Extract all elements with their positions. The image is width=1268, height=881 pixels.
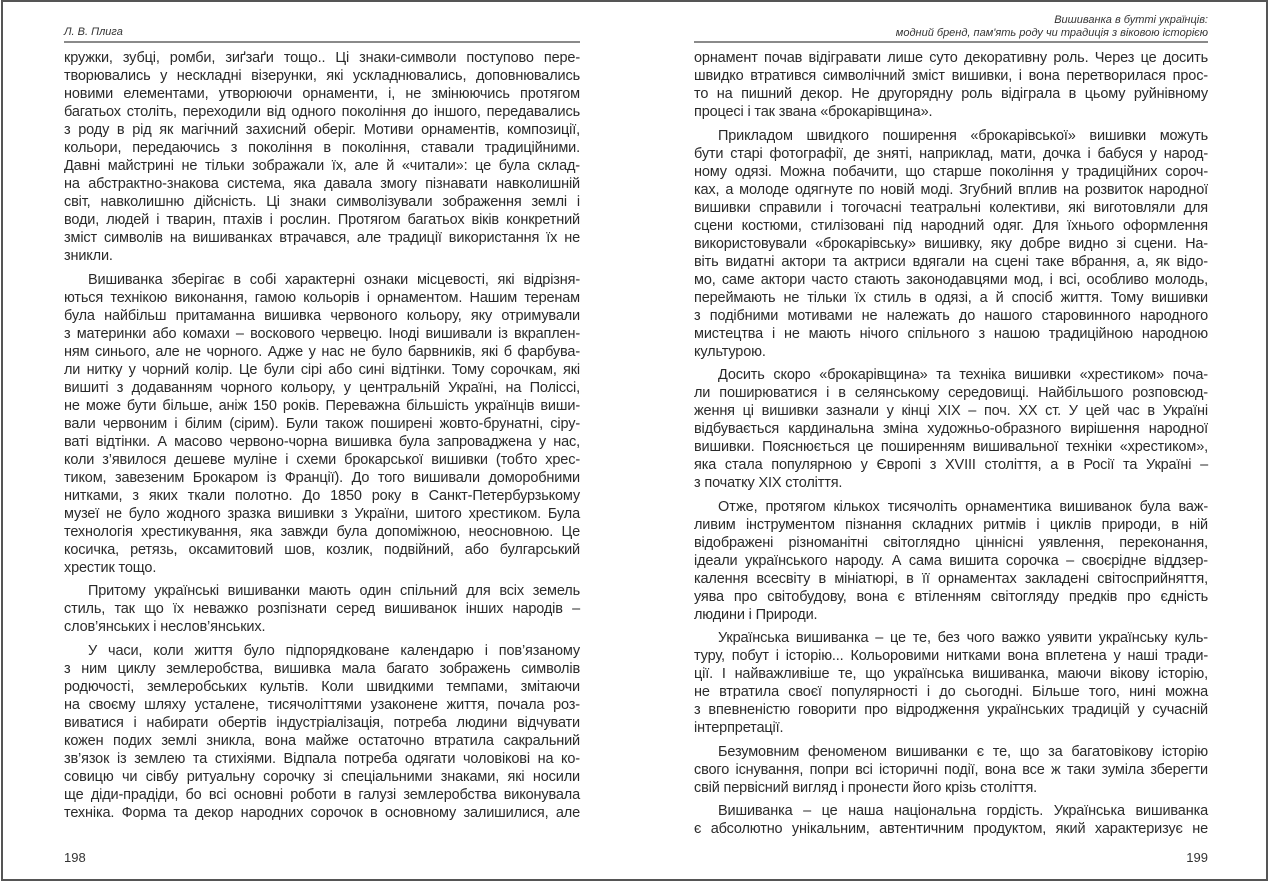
paragraph	[64, 642, 580, 822]
text-line: совицю чи сівбу ритуальну сорочку зі спеціальними знаками, які носили	[64, 768, 580, 785]
paragraph	[694, 498, 1208, 624]
text-line: відбувається кардинальна зміна художньо-образного вирішення народної	[694, 421, 1208, 437]
text-line: з впевненістю говорити про відродження українських традицій у сучасній	[694, 702, 1208, 718]
text-line: світ, навколишню дійсність. Ці знаки символізували зображення землі і	[64, 194, 580, 210]
text-line: кружки, зубці, ромби, зиґзаґи тощо.. Ці знаки-символи поступово пере-	[64, 50, 580, 66]
paragraph	[694, 743, 1208, 797]
text-line: на абстрактно-знакова система, яка давала змогу пізнавати навколишній	[64, 176, 580, 192]
text-line: ному одязі. Можна побачити, що старше покоління у традиційних сороч-	[694, 163, 1208, 180]
text-line: Давні майстрині не тільки зображали їх, але й «читали»: це була склад-	[64, 158, 580, 174]
text-line: уява про світобудову, вона є втіленням світогляду предків про єдність	[694, 588, 1208, 605]
text-line: переймають не тільки їх стиль в одязі, а й спосіб життя. Тому вишивки	[694, 289, 1208, 306]
text-line: є абсолютно унікальним, автентичним продуктом, який характеризує не	[694, 821, 1208, 837]
text-line: відображені різноманітні світоглядно ціннісні уявлення, переконання,	[694, 534, 1208, 551]
text-line: Прикладом швидкого поширення «брокарівської» вишивки можуть	[718, 127, 1208, 144]
running-header	[64, 26, 580, 39]
text-line: косичка, ретязь, оксамитовий шов, козлик, подвійний, або булгарський	[64, 541, 580, 558]
text-line: У часи, коли життя було підпорядковане календарю і пов’язаному	[88, 642, 580, 659]
text-line: кольори, передаючись з покоління в покоління, ставали традиційними.	[64, 140, 580, 156]
text-line: зв’язок із землею та стихіями. Відпала потреба одягати чоловікові на ко-	[64, 750, 580, 767]
running-header	[694, 14, 1208, 39]
text-line: технологія хрестикування, яка завжди була допоміжною, неосновною. Це	[64, 523, 580, 540]
text-line: слов’янських і неслов’янських.	[64, 619, 266, 635]
header-rule	[694, 41, 1208, 43]
text-line: Вишиванка зберігає в собі характерні ознаки місцевості, які відрізня-	[88, 271, 580, 288]
text-line: кожен подих землі зникла, вона майже остаточно втратила сакральний	[64, 732, 580, 749]
text-line: Притому українські вишиванки мають один спільний для всіх земель	[88, 583, 580, 599]
text-line: вишивки справили і тогочасні театральні колективи, які виготовляли для	[694, 199, 1208, 216]
paragraph	[694, 49, 1208, 121]
text-line: новими елементами, утворюючи орнаменти, і, не змінюючись протягом	[64, 86, 580, 102]
text-line: хрестик тощо.	[64, 559, 157, 576]
text-line: тиком, завезеним Брокаром із Франції). До того вишивали доморобними	[64, 469, 580, 486]
text-line: процесі і так звана «брокарівщина».	[694, 104, 933, 120]
text-line: нитками, з яких ткали полотно. До 1850 року в Санкт-Петербурзькому	[64, 487, 580, 504]
author-name: Л. В. Плига	[64, 26, 123, 38]
text-line: родючості, землеробських культів. Коли швидкими темпами, змітаючи	[64, 678, 580, 695]
text-line: калення всесвіту в мініатюрі, в її орнаментах закладені світосприйняття,	[694, 570, 1208, 587]
page-number: 199	[1186, 850, 1208, 865]
chapter-title: Вишиванка в бутті українців:	[1054, 14, 1208, 26]
text-line: то на пишний декор. Не другорядну роль відіграла в цьому руйнівному	[694, 86, 1208, 102]
text-line: орнамент почав відігравати лише суто декоративну роль. Через це досить	[694, 50, 1208, 66]
text-line: не може бути більше, аніж 150 років. Переважна більшість українців виши-	[64, 397, 580, 414]
text-line: з материнки або комахи – воскового червецю. Іноді вишивали із вкраплен-	[64, 325, 580, 342]
text-line: мо, саме актори часто стають законодавцями мод, і всі, особливо молодь,	[694, 271, 1208, 288]
text-line: туру, побут і історію... Кольоровими нитками вона вплетена у наші тради-	[694, 648, 1208, 664]
text-line: вишивки. Пояснюється це поширенням вишивальної техніки «хрестиком»,	[694, 439, 1208, 455]
text-line: зникли.	[64, 248, 113, 264]
text-line: коли з’явилося дешеве муліне і схеми брокарської вишивки (тобто хрес-	[64, 451, 580, 468]
page-body	[64, 49, 580, 827]
text-line: свого існування, попри всі історичні події, вона все ж таки зуміла зберегти	[694, 761, 1208, 778]
text-line: з подібними мотивами не належать до нашого старовинного народного	[694, 307, 1208, 324]
text-line: з початку XIX століття.	[694, 475, 843, 491]
text-line: зміст символів на вишиванках втрачався, але традиції використання їх не	[64, 230, 580, 246]
text-line: інтерпретації.	[694, 720, 784, 736]
header-rule	[64, 41, 580, 43]
text-line: не втратила своєї популярності і до сьогодні. Більше того, нині можна	[694, 684, 1208, 700]
text-line: швидко втратився символічний зміст вишивки, і вона перетворилася прос-	[694, 68, 1208, 84]
text-line: музеї не було жодного зразка вишивки з України, шитого хрестиком. Була	[64, 505, 580, 522]
text-line: з ним циклу землеробства, вишивка мала багато зображень символів	[64, 660, 580, 677]
text-line: стиль, так що їх неважко розпізнати серед вишиванок інших народів –	[64, 601, 580, 617]
text-line: на своєму шляху усталене, тисячоліттями узаконене життя, почала роз-	[64, 696, 580, 713]
text-line: ках, а молоде одягнуте по новій моді. Згубний вплив на розвиток народної	[694, 181, 1208, 198]
text-line: ли поширюватися і в селянському середовищі. Найбільшого розповсюд-	[694, 385, 1208, 401]
text-line: використовували «брокарівську» вишивку, яку добре видно зі сцени. На-	[694, 235, 1208, 252]
page-left	[64, 0, 580, 881]
text-line: ження ці вишивки зазнали у кінці XIX – поч. XX ст. У цей час в Україні	[694, 403, 1208, 419]
text-line: Досить скоро «брокарівщина» та техніка вишивки «хрестиком» поча-	[718, 367, 1208, 383]
text-line: ще діди-прадіди, бо всі основні роботи в галузі землеробства виконувала	[64, 786, 580, 803]
text-line: яка стала популярною у Європі з XVIII століття, а в Росії та Україні –	[694, 457, 1208, 473]
text-line: вишиті з додаванням чорного кольору, у центральній Україні, на Поліссі,	[64, 379, 580, 396]
paragraph	[64, 582, 580, 636]
text-line: ливим інструментом пізнання складних ритмів і циклів природи, в ній	[694, 516, 1208, 533]
paragraph	[694, 629, 1208, 737]
text-line: творювались у нескладні візерунки, які ускладнювались, доповнювались	[64, 68, 580, 84]
text-line: ції. І найважливіше те, що українська вишиванка, маючи вікову історію,	[694, 666, 1208, 682]
paragraph	[694, 127, 1208, 361]
text-line: людини і Природи.	[694, 606, 818, 623]
text-line: ли нитку у чорний колір. Це були сірі або сині відтінки. Тому сорочкам, які	[64, 361, 580, 378]
page-body	[694, 49, 1208, 844]
text-line: ваті відтінки. А масово червоно-чорна вишивка була запроваджена у нас,	[64, 433, 580, 450]
paragraph	[64, 271, 580, 577]
text-line: була найбільш притаманна вишивка червоного кольору, яку отримували	[64, 307, 580, 324]
text-line: багатьох століть, переходили від одного покоління до іншого, передавались	[64, 104, 580, 120]
paragraph	[694, 366, 1208, 492]
chapter-subtitle: модний бренд, пам'ять роду чи традиція з віковою історією	[895, 26, 1208, 39]
text-line: свій первісний вигляд і пронести його крізь століття.	[694, 779, 1038, 796]
paragraph	[694, 802, 1208, 838]
text-line: Отже, протягом кількох тисячоліть орнаментика вишиванок була важ-	[718, 498, 1208, 515]
text-line: Безумовним феноменом вишиванки є те, що за багатовікову історію	[718, 743, 1208, 760]
text-line: мистецтва і не мають нічого спільного з нашою традиційною народною	[694, 325, 1208, 342]
text-line: вали червоним і білим (сірим). Були також поширені жовто-брунатні, сіру-	[64, 415, 580, 432]
text-line: Українська вишиванка – це те, без чого важко уявити українську куль-	[718, 630, 1208, 646]
text-line: з роду в рід як магічний захисний оберіг. Мотиви орнаментів, композиції,	[64, 122, 580, 138]
text-line: ням синього, але не чорного. Адже у нас не було барвників, які б фарбува-	[64, 343, 580, 360]
text-line: віть видатні актори та актриси вдягали на сцені таке вбрання, а, як відо-	[694, 253, 1208, 270]
text-line: техніка. Форма та декор народних сорочок в основному залишилися, але	[64, 804, 580, 821]
text-line: Вишиванка – це наша національна гордість. Українська вишиванка	[718, 803, 1208, 819]
text-line: культурою.	[694, 343, 766, 360]
paragraph	[64, 49, 580, 265]
text-line: ються технікою виконання, гамою кольорів і орнаментом. Нашим теренам	[64, 289, 580, 306]
page-number: 198	[64, 850, 86, 865]
text-line: води, людей і тварин, птахів і рослин. Протягом багатьох віків конкретний	[64, 212, 580, 228]
page-right	[694, 0, 1208, 881]
text-line: ідеали українського народу. А сама вишита сорочка – своєрідне віддзер-	[694, 552, 1208, 569]
text-line: бути старі фотографії, де зняті, наприклад, мати, дочка і бабуся у народ-	[694, 145, 1208, 162]
text-line: виватися і набирати обертів індустріалізація, потреба людини відчувати	[64, 714, 580, 731]
text-line: сцени костюми, стилізовані під народний одяг. Для їхнього оформлення	[694, 217, 1208, 234]
